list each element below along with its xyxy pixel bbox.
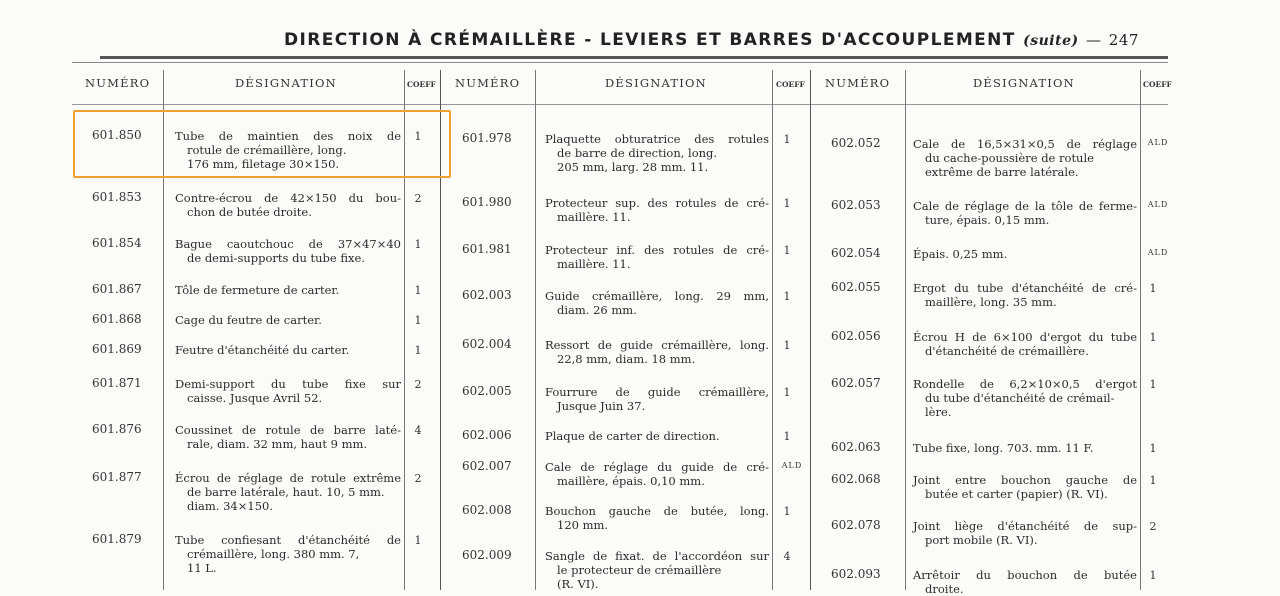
part-designation: [545, 460, 769, 488]
designation-line: Arrêtoir du bouchon de butée: [913, 568, 1137, 582]
designation-line: Coussinet de rotule de barre laté-: [175, 423, 401, 437]
designation-line: 205 mm, larg. 28 mm. 11.: [557, 160, 709, 174]
designation-line: d'étanchéité de crémaillère.: [925, 344, 1089, 358]
part-coeff: 2: [1149, 520, 1157, 533]
header-coeff-2: COEFF: [776, 80, 805, 89]
part-number: 601.876: [92, 422, 142, 436]
part-number: 602.004: [462, 337, 512, 351]
designation-line: Demi-support du tube fixe sur: [175, 377, 401, 391]
designation-line: Plaque de carter de direction.: [545, 429, 720, 443]
designation-line: lère.: [925, 405, 952, 419]
designation-line: Protecteur inf. des rotules de cré-: [545, 243, 769, 257]
designation-line: Protecteur sup. des rotules de cré-: [545, 196, 769, 210]
part-number: 602.078: [831, 518, 881, 532]
header-designation-2: DÉSIGNATION: [605, 76, 707, 90]
part-designation: [913, 330, 1137, 358]
designation-line: 11 L.: [187, 561, 217, 575]
part-number: 602.007: [462, 459, 512, 473]
designation-line: rale, diam. 32 mm, haut 9 mm.: [187, 437, 368, 451]
designation-line: Bouchon gauche de butée, long.: [545, 504, 769, 518]
part-number: 602.063: [831, 440, 881, 454]
part-designation: [913, 441, 1137, 455]
part-designation: [545, 243, 769, 271]
part-coeff: 1: [783, 386, 791, 399]
part-designation: [913, 377, 1137, 419]
designation-line: rotule de crémaillère, long.: [187, 143, 347, 157]
column-divider: [1140, 70, 1141, 590]
designation-line: diam. 26 mm.: [557, 303, 637, 317]
column-divider: [810, 70, 811, 590]
part-designation: [913, 568, 1137, 596]
designation-line: Contre-écrou de 42×150 du bou-: [175, 191, 401, 205]
part-designation: [913, 473, 1137, 501]
designation-line: Feutre d'étanchéité du carter.: [175, 343, 350, 357]
designation-line: extrême de barre latérale.: [925, 165, 1079, 179]
part-number: 601.850: [92, 128, 142, 142]
part-coeff: 1: [783, 133, 791, 146]
designation-line: ture, épais. 0,15 mm.: [925, 213, 1050, 227]
designation-line: 22,8 mm, diam. 18 mm.: [557, 352, 696, 366]
part-coeff: 1: [783, 505, 791, 518]
part-number: 601.877: [92, 470, 142, 484]
part-coeff: 1: [1149, 282, 1157, 295]
part-number: 601.867: [92, 282, 142, 296]
part-number: 601.869: [92, 342, 142, 356]
header-coeff-1: COEFF: [407, 80, 436, 89]
designation-line: le protecteur de crémaillère: [557, 563, 722, 577]
page-number: 247: [1108, 31, 1139, 49]
part-coeff: 1: [414, 238, 422, 251]
designation-line: maillère, long. 35 mm.: [925, 295, 1057, 309]
part-number: 601.978: [462, 131, 512, 145]
designation-line: 176 mm, filetage 30×150.: [187, 157, 340, 171]
part-number: 601.868: [92, 312, 142, 326]
part-designation: [545, 429, 769, 443]
part-designation: [545, 196, 769, 224]
part-designation: [175, 343, 401, 357]
part-designation: [545, 549, 769, 591]
part-number: 602.055: [831, 280, 881, 294]
part-number: 602.056: [831, 329, 881, 343]
part-designation: [913, 199, 1137, 227]
part-number: 602.052: [831, 136, 881, 150]
part-coeff: 1: [783, 290, 791, 303]
part-number: 601.980: [462, 195, 512, 209]
part-number: 602.093: [831, 567, 881, 581]
designation-line: Ergot du tube d'étanchéité de cré-: [913, 281, 1137, 295]
part-coeff: 1: [414, 284, 422, 297]
part-designation: [175, 191, 401, 219]
designation-line: Rondelle de 6,2×10×0,5 d'ergot: [913, 377, 1137, 391]
designation-line: 120 mm.: [557, 518, 609, 532]
column-divider: [535, 70, 536, 590]
part-designation: [913, 519, 1137, 547]
header-numero-1: NUMÉRO: [85, 76, 151, 90]
page-title: [284, 30, 1139, 50]
designation-line: Écrou H de 6×100 d'ergot du tube: [913, 330, 1137, 344]
part-number: 602.009: [462, 548, 512, 562]
part-coeff: 1: [783, 339, 791, 352]
header-numero-3: NUMÉRO: [825, 76, 891, 90]
part-coeff: 1: [414, 314, 422, 327]
designation-line: chon de butée droite.: [187, 205, 312, 219]
page-title-suite: (suite): [1023, 33, 1079, 49]
header-numero-2: NUMÉRO: [455, 76, 521, 90]
designation-line: Épais. 0,25 mm.: [913, 247, 1008, 261]
part-coeff: 2: [414, 472, 422, 485]
part-number: 601.879: [92, 532, 142, 546]
designation-line: maillère. 11.: [557, 210, 631, 224]
part-number: 602.057: [831, 376, 881, 390]
designation-line: Guide crémaillère, long. 29 mm,: [545, 289, 769, 303]
part-designation: [175, 533, 401, 575]
part-number: 602.053: [831, 198, 881, 212]
part-coeff: 2: [414, 378, 422, 391]
part-coeff: 1: [783, 430, 791, 443]
part-designation: [175, 471, 401, 513]
part-number: 601.853: [92, 190, 142, 204]
designation-line: Joint liège d'étanchéité de sup-: [913, 519, 1137, 533]
part-designation: [913, 247, 1137, 261]
header-designation-1: DÉSIGNATION: [235, 76, 337, 90]
designation-line: Cale de 16,5×31×0,5 de réglage: [913, 137, 1137, 151]
designation-line: Tube de maintien des noix de: [175, 129, 401, 143]
part-number: 602.068: [831, 472, 881, 486]
highlight-box: [73, 110, 451, 178]
designation-line: Ressort de guide crémaillère, long.: [545, 338, 769, 352]
part-coeff: ALD: [781, 461, 803, 470]
part-designation: [175, 423, 401, 451]
designation-line: crémaillère, long. 380 mm. 7,: [187, 547, 360, 561]
part-designation: [545, 338, 769, 366]
designation-line: caisse. Jusque Avril 52.: [187, 391, 323, 405]
part-coeff: ALD: [1147, 138, 1169, 147]
column-divider: [772, 70, 773, 590]
part-number: 602.008: [462, 503, 512, 517]
part-coeff: ALD: [1147, 200, 1169, 209]
column-divider: [905, 70, 906, 590]
header-rule: [72, 104, 1168, 105]
designation-line: (R. VI).: [557, 577, 599, 591]
part-coeff: 1: [414, 344, 422, 357]
part-coeff: ALD: [1147, 248, 1169, 257]
part-coeff: 1: [1149, 378, 1157, 391]
part-coeff: 4: [783, 550, 791, 563]
designation-line: du cache-poussière de rotule: [925, 151, 1094, 165]
designation-line: Sangle de fixat. de l'accordéon sur: [545, 549, 769, 563]
designation-line: Écrou de réglage de rotule extrême: [175, 471, 401, 485]
designation-line: Jusque Juin 37.: [557, 399, 646, 413]
designation-line: de demi-supports du tube fixe.: [187, 251, 365, 265]
part-coeff: 4: [414, 424, 422, 437]
part-coeff: 2: [414, 192, 422, 205]
part-designation: [175, 283, 401, 297]
part-coeff: 1: [414, 534, 422, 547]
designation-line: Tube fixe, long. 703. mm. 11 F.: [913, 441, 1094, 455]
part-designation: [175, 377, 401, 405]
designation-line: Cage du feutre de carter.: [175, 313, 322, 327]
part-coeff: 1: [783, 244, 791, 257]
top-rule-thin: [72, 62, 1168, 63]
part-designation: [545, 289, 769, 317]
part-coeff: 1: [783, 197, 791, 210]
part-number: 601.854: [92, 236, 142, 250]
part-coeff: 1: [1149, 331, 1157, 344]
page-title-dash: —: [1085, 31, 1102, 49]
designation-line: Joint entre bouchon gauche de: [913, 473, 1137, 487]
part-number: 602.005: [462, 384, 512, 398]
part-number: 602.003: [462, 288, 512, 302]
part-designation: [913, 281, 1137, 309]
part-designation: [545, 132, 769, 174]
designation-line: Cale de réglage du guide de cré-: [545, 460, 769, 474]
part-coeff: 1: [1149, 474, 1157, 487]
header-designation-3: DÉSIGNATION: [973, 76, 1075, 90]
designation-line: Tube confiesant d'étanchéité de: [175, 533, 401, 547]
part-designation: [175, 313, 401, 327]
part-designation: [545, 385, 769, 413]
designation-line: Plaquette obturatrice des rotules: [545, 132, 769, 146]
designation-line: de barre latérale, haut. 10, 5 mm.: [187, 485, 385, 499]
designation-line: Fourrure de guide crémaillère,: [545, 385, 769, 399]
designation-line: Tôle de fermeture de carter.: [175, 283, 340, 297]
designation-line: de barre de direction, long.: [557, 146, 718, 160]
designation-line: maillère, épais. 0,10 mm.: [557, 474, 705, 488]
top-rule: [100, 56, 1168, 59]
part-designation: [913, 137, 1137, 179]
designation-line: Bague caoutchouc de 37×47×40: [175, 237, 401, 251]
header-coeff-3: COEFF: [1143, 80, 1172, 89]
part-number: 602.006: [462, 428, 512, 442]
part-designation: [545, 504, 769, 532]
designation-line: maillère. 11.: [557, 257, 631, 271]
designation-line: butée et carter (papier) (R. VI).: [925, 487, 1108, 501]
page-title-main: DIRECTION À CRÉMAILLÈRE - LEVIERS ET BARRES D'ACCOUPLEMENT: [284, 30, 1016, 50]
part-number: 601.871: [92, 376, 142, 390]
part-coeff: 1: [1149, 569, 1157, 582]
part-coeff: 1: [414, 130, 422, 143]
part-number: 601.981: [462, 242, 512, 256]
part-coeff: 1: [1149, 442, 1157, 455]
designation-line: droite.: [925, 582, 964, 596]
designation-line: Cale de réglage de la tôle de ferme-: [913, 199, 1137, 213]
part-number: 602.054: [831, 246, 881, 260]
designation-line: port mobile (R. VI).: [925, 533, 1038, 547]
designation-line: du tube d'étanchéité de crémail-: [925, 391, 1115, 405]
designation-line: diam. 34×150.: [187, 499, 273, 513]
part-designation: [175, 237, 401, 265]
